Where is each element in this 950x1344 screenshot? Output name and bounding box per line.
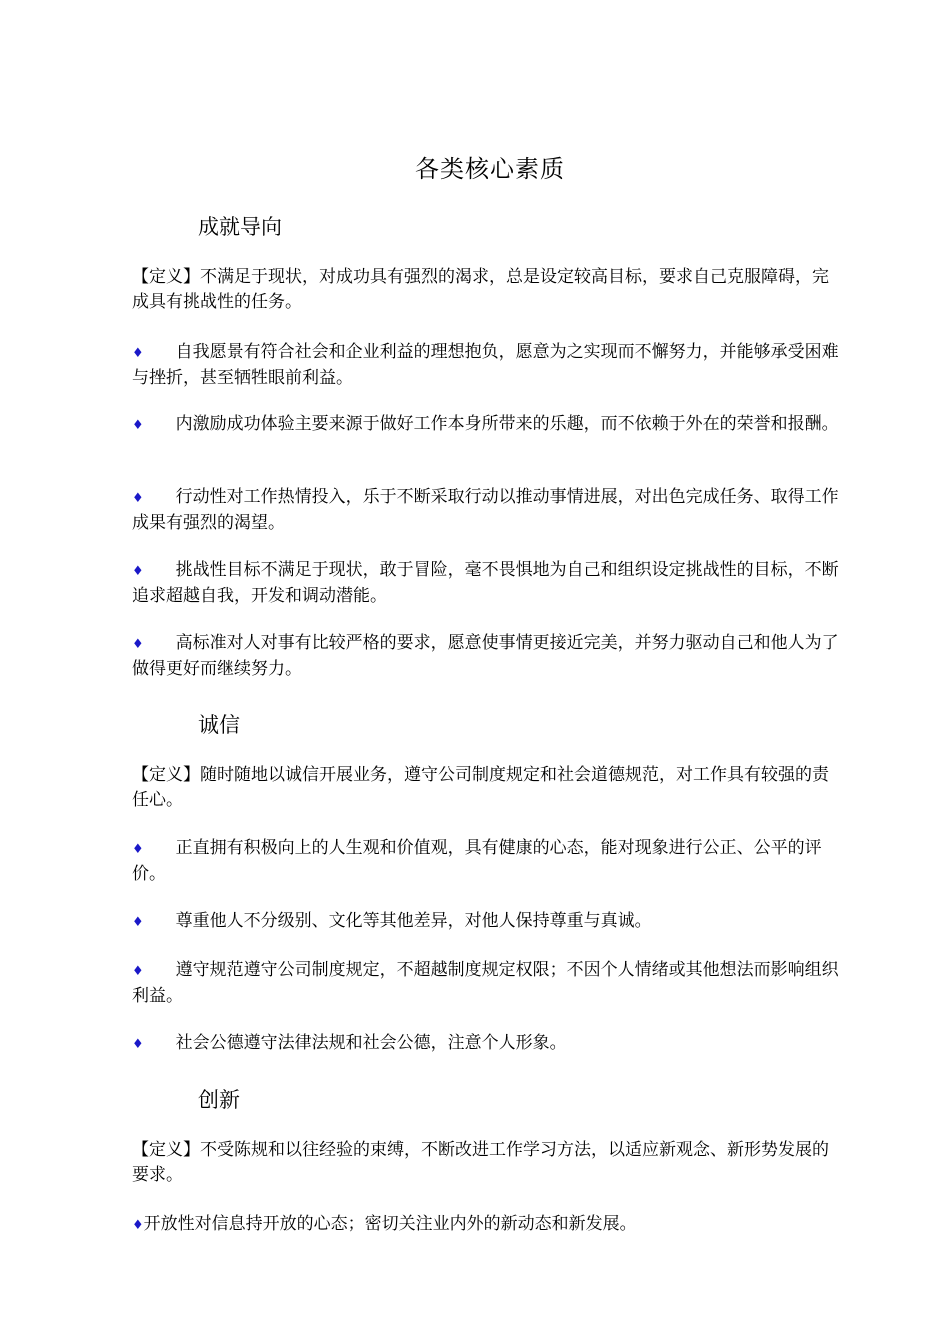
list-item-text: 自我愿景有符合社会和企业利益的理想抱负，愿意为之实现而不懈努力，并能够承受困难与挫折，甚至牺牲眼前利益。	[132, 342, 839, 388]
list-item	[132, 631, 844, 682]
list-item-text: 高标准对人对事有比较严格的要求，愿意使事情更接近完美，并努力驱动自己和他人为了做得更好而继续努力。	[132, 633, 839, 679]
section-definition: 【定义】不受陈规和以往经验的束缚，不断改进工作学习方法，以适应新观念、新形势发展的要求。	[132, 1140, 829, 1185]
section-definition: 【定义】随时随地以诚信开展业务，遵守公司制度规定和社会道德规范，对工作具有较强的责任心。	[132, 765, 829, 810]
diamond-bullet-icon: ♦	[132, 1037, 144, 1052]
list-item-text: 内激励成功体验主要来源于做好工作本身所带来的乐趣，而不依赖于外在的荣誉和报酬。	[175, 414, 839, 434]
list-item-text: 正直拥有积极向上的人生观和价值观，具有健康的心态，能对现象进行公正、公平的评价。	[132, 838, 822, 884]
diamond-bullet-icon: ♦	[132, 346, 144, 361]
diamond-bullet-icon: ♦	[132, 564, 144, 579]
list-item-text: 尊重他人不分级别、文化等其他差异，对他人保持尊重与真诚。	[175, 911, 652, 931]
diamond-bullet-icon: ♦	[132, 1218, 144, 1233]
list-item-text: 挑战性目标不满足于现状，敢于冒险，毫不畏惧地为自己和组织设定挑战性的目标，不断追求超越自我，开发和调动潜能。	[132, 560, 839, 606]
diamond-bullet-icon: ♦	[132, 637, 144, 652]
list-item-text: 遵守规范遵守公司制度规定，不超越制度规定权限；不因个人情绪或其他想法而影响组织利益。	[132, 960, 839, 1006]
list-item	[132, 958, 844, 1009]
list-item-text: 社会公德遵守法律法规和社会公德，注意个人形象。	[175, 1033, 567, 1053]
diamond-bullet-icon: ♦	[132, 491, 144, 506]
list-item	[132, 558, 844, 609]
list-item	[132, 909, 844, 935]
diamond-bullet-icon: ♦	[132, 915, 144, 930]
list-item	[132, 1212, 844, 1238]
section-definition: 【定义】不满足于现状，对成功具有强烈的渴求，总是设定较高目标，要求自己克服障碍，完成具有挑战性的任务。	[132, 267, 829, 312]
section-heading-innovation: 创新	[198, 1088, 240, 1112]
section-heading-integrity: 诚信	[198, 713, 240, 737]
document-title: 各类核心素质	[415, 155, 565, 183]
diamond-bullet-icon: ♦	[132, 418, 144, 433]
list-item-text: 开放性对信息持开放的心态；密切关注业内外的新动态和新发展。	[143, 1214, 637, 1234]
list-item	[132, 412, 844, 438]
list-item	[132, 485, 844, 536]
diamond-bullet-icon: ♦	[132, 842, 144, 857]
section-heading-achievement: 成就导向	[198, 215, 282, 239]
diamond-bullet-icon: ♦	[132, 964, 144, 979]
list-item-text: 行动性对工作热情投入，乐于不断采取行动以推动事情进展，对出色完成任务、取得工作成果有强烈的渴望。	[132, 487, 839, 533]
list-item	[132, 1031, 844, 1057]
list-item	[132, 836, 844, 887]
list-item	[132, 340, 844, 391]
